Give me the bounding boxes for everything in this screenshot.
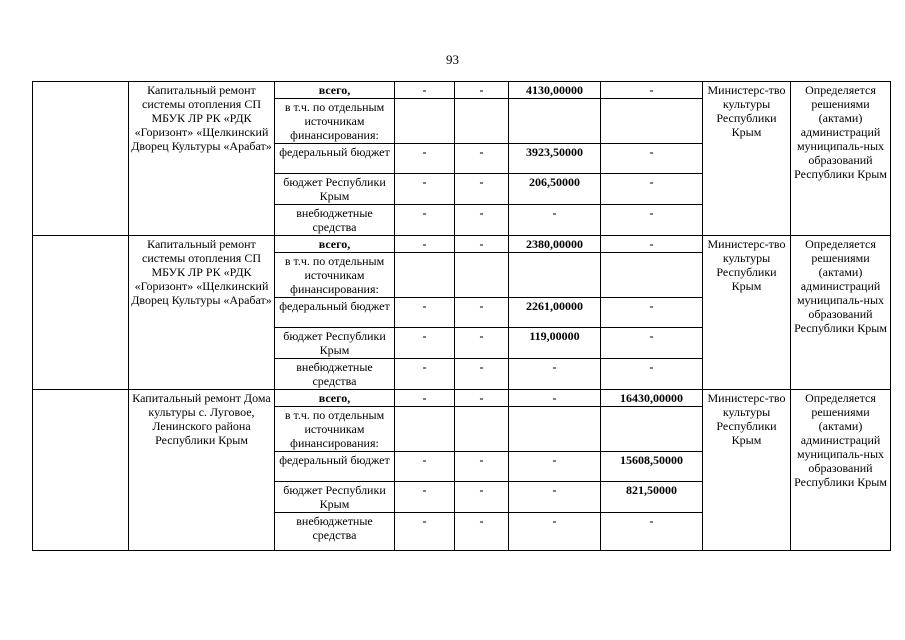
amount-cell-c1: - <box>395 359 455 390</box>
amount-cell-c3: 119,00000 <box>509 328 601 359</box>
amount-cell-c2 <box>455 253 509 298</box>
executor-cell: Министерс-тво культуры Республики Крым <box>703 236 791 390</box>
amount-cell-c1: - <box>395 390 455 407</box>
funding-source-label: бюджет Республики Крым <box>275 482 395 513</box>
funding-decision-cell: Определяется решениями (актами) администраций муниципаль-ных образований Республики Крым <box>791 82 891 236</box>
amount-cell-c4 <box>601 253 703 298</box>
amount-cell-c2: - <box>455 513 509 551</box>
amount-cell-c2 <box>455 99 509 144</box>
amount-cell-c1 <box>395 99 455 144</box>
amount-cell-c1: - <box>395 452 455 482</box>
amount-cell-c2: - <box>455 328 509 359</box>
amount-cell-c4: 15608,50000 <box>601 452 703 482</box>
amount-cell-c4: - <box>601 236 703 253</box>
table-row <box>33 236 891 253</box>
amount-cell-c1 <box>395 407 455 452</box>
page-number: 93 <box>446 52 459 67</box>
table-row <box>33 82 891 99</box>
funding-source-label: бюджет Республики Крым <box>275 328 395 359</box>
funding-source-label: внебюджетные средства <box>275 359 395 390</box>
amount-cell-c3: 206,50000 <box>509 174 601 205</box>
funding-source-label: федеральный бюджет <box>275 144 395 174</box>
amount-cell-c3: - <box>509 205 601 236</box>
blank-cell <box>33 82 129 236</box>
amount-cell-c4: - <box>601 82 703 99</box>
amount-cell-c2: - <box>455 205 509 236</box>
amount-cell-c4: - <box>601 174 703 205</box>
funding-source-label: всего, <box>275 82 395 99</box>
funding-source-label: в т.ч. по отдельным источникам финансирования: <box>275 407 395 452</box>
blank-cell <box>33 390 129 551</box>
amount-cell-c1: - <box>395 82 455 99</box>
amount-cell-c2: - <box>455 144 509 174</box>
executor-cell: Министерс-тво культуры Республики Крым <box>703 82 791 236</box>
amount-cell-c3: - <box>509 359 601 390</box>
amount-cell-c3: 4130,00000 <box>509 82 601 99</box>
amount-cell-c1: - <box>395 513 455 551</box>
amount-cell-c3: - <box>509 482 601 513</box>
amount-cell-c4: 821,50000 <box>601 482 703 513</box>
amount-cell-c2 <box>455 407 509 452</box>
amount-cell-c1 <box>395 253 455 298</box>
funding-source-label: всего, <box>275 390 395 407</box>
amount-cell-c3 <box>509 99 601 144</box>
amount-cell-c3: - <box>509 452 601 482</box>
amount-cell-c3: - <box>509 513 601 551</box>
amount-cell-c1: - <box>395 236 455 253</box>
amount-cell-c4: - <box>601 359 703 390</box>
table-body <box>33 82 891 551</box>
amount-cell-c3: 3923,50000 <box>509 144 601 174</box>
funding-source-label: бюджет Республики Крым <box>275 174 395 205</box>
funding-source-label: федеральный бюджет <box>275 298 395 328</box>
funding-source-label: в т.ч. по отдельным источникам финансирования: <box>275 253 395 298</box>
amount-cell-c3: 2261,00000 <box>509 298 601 328</box>
measure-name: Капитальный ремонт Дома культуры с. Луговое, Ленинского района Республики Крым <box>129 390 275 551</box>
amount-cell-c2: - <box>455 482 509 513</box>
amount-cell-c3: - <box>509 390 601 407</box>
amount-cell-c4: - <box>601 144 703 174</box>
amount-cell-c4: - <box>601 513 703 551</box>
amount-cell-c4: - <box>601 205 703 236</box>
measure-name: Капитальный ремонт системы отопления СП МБУК ЛР РК «РДК «Горизонт» «Щелкинский Дворец Культуры «Арабат» <box>129 82 275 236</box>
amount-cell-c4: 16430,00000 <box>601 390 703 407</box>
amount-cell-c1: - <box>395 298 455 328</box>
amount-cell-c4: - <box>601 328 703 359</box>
amount-cell-c1: - <box>395 205 455 236</box>
amount-cell-c2: - <box>455 236 509 253</box>
blank-cell <box>33 236 129 390</box>
amount-cell-c1: - <box>395 328 455 359</box>
financing-table <box>32 81 891 551</box>
funding-decision-cell: Определяется решениями (актами) администраций муниципаль-ных образований Республики Крым <box>791 236 891 390</box>
amount-cell-c2: - <box>455 359 509 390</box>
amount-cell-c4 <box>601 407 703 452</box>
amount-cell-c2: - <box>455 298 509 328</box>
amount-cell-c3 <box>509 253 601 298</box>
funding-source-label: федеральный бюджет <box>275 452 395 482</box>
amount-cell-c3: 2380,00000 <box>509 236 601 253</box>
amount-cell-c4: - <box>601 298 703 328</box>
amount-cell-c3 <box>509 407 601 452</box>
table-row <box>33 390 891 407</box>
amount-cell-c2: - <box>455 390 509 407</box>
measure-name: Капитальный ремонт системы отопления СП МБУК ЛР РК «РДК «Горизонт» «Щелкинский Дворец Культуры «Арабат» <box>129 236 275 390</box>
executor-cell: Министерс-тво культуры Республики Крым <box>703 390 791 551</box>
amount-cell-c2: - <box>455 452 509 482</box>
amount-cell-c1: - <box>395 482 455 513</box>
funding-source-label: внебюджетные средства <box>275 205 395 236</box>
funding-source-label: в т.ч. по отдельным источникам финансирования: <box>275 99 395 144</box>
amount-cell-c1: - <box>395 144 455 174</box>
funding-source-label: всего, <box>275 236 395 253</box>
funding-source-label: внебюджетные средства <box>275 513 395 551</box>
amount-cell-c2: - <box>455 82 509 99</box>
funding-decision-cell: Определяется решениями (актами) администраций муниципаль-ных образований Республики Крым <box>791 390 891 551</box>
amount-cell-c4 <box>601 99 703 144</box>
amount-cell-c2: - <box>455 174 509 205</box>
amount-cell-c1: - <box>395 174 455 205</box>
